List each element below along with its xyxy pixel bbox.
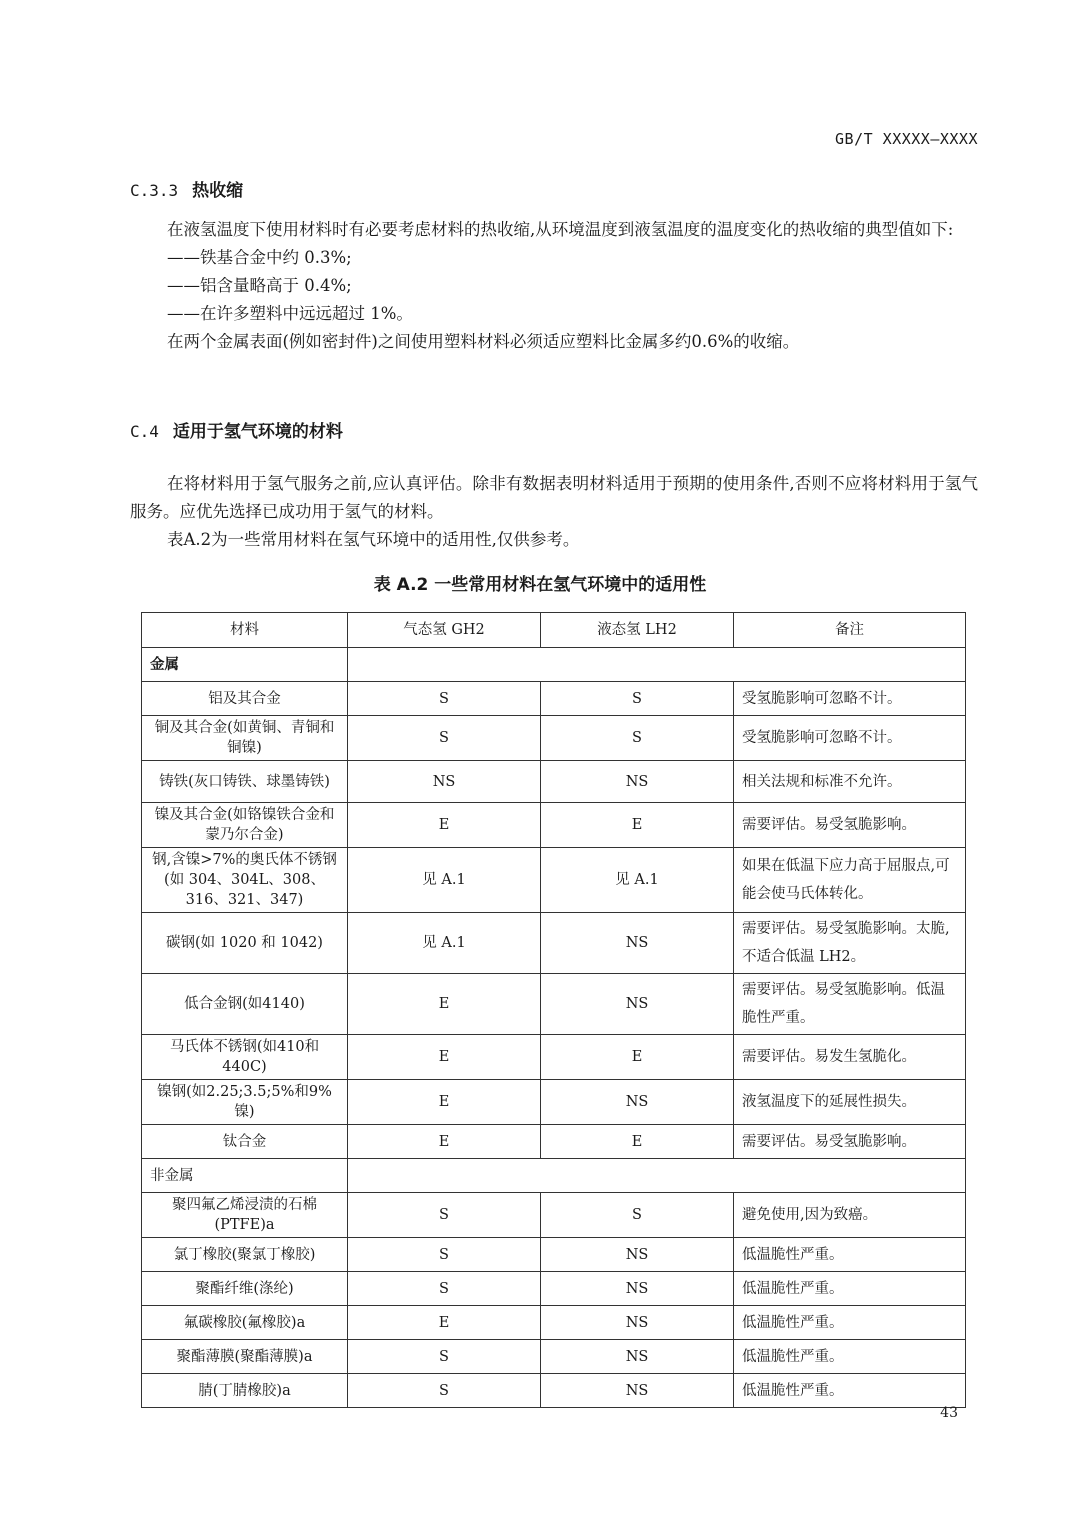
table-row <box>142 1306 966 1340</box>
material-cell: 钛合金 <box>142 1125 348 1159</box>
material-cell: 氟碳橡胶(氟橡胶)a <box>142 1306 348 1340</box>
lh2-cell: NS <box>541 761 734 803</box>
paragraph: 在将材料用于氢气服务之前,应认真评估。除非有数据表明材料适用于预期的使用条件,否则不应将材料用于氢气服务。应优先选择已成功用于氢气的材料。 <box>130 474 978 521</box>
note-cell: 液氢温度下的延展性损失。 <box>734 1080 966 1125</box>
material-cell: 碳钢(如 1020 和 1042) <box>142 913 348 974</box>
note-cell: 需要评估。易受氢脆影响。太脆,不适合低温 LH2。 <box>734 913 966 974</box>
table-header-row <box>142 613 966 648</box>
materials-table <box>141 612 966 1408</box>
note-cell: 如果在低温下应力高于屈服点,可能会使马氏体转化。 <box>734 848 966 913</box>
gh2-cell: 见 A.1 <box>348 913 541 974</box>
material-cell: 钢,含镍>7%的奥氏体不锈钢(如 304、304L、308、316、321、347) <box>142 848 348 913</box>
note-cell: 需要评估。易受氢脆影响。 <box>734 1125 966 1159</box>
material-cell: 腈(丁腈橡胶)a <box>142 1374 348 1408</box>
gh2-cell: S <box>348 682 541 716</box>
gh2-cell: 见 A.1 <box>348 848 541 913</box>
material-cell: 铸铁(灰口铸铁、球墨铸铁) <box>142 761 348 803</box>
section-number: C.3.3 <box>130 181 179 200</box>
note-cell: 低温脆性严重。 <box>734 1306 966 1340</box>
gh2-cell: E <box>348 1125 541 1159</box>
section-title: 热收缩 <box>192 181 244 201</box>
table-row <box>142 1193 966 1238</box>
gh2-cell: E <box>348 803 541 848</box>
table-row <box>142 716 966 761</box>
table-caption: 表 A.2 一些常用材料在氢气环境中的适用性 <box>373 575 707 595</box>
paragraph: 表A.2为一些常用材料在氢气环境中的适用性,仅供参考。 <box>167 530 580 549</box>
page-number: 43 <box>940 1405 958 1421</box>
gh2-cell: S <box>348 1340 541 1374</box>
note-cell: 受氢脆影响可忽略不计。 <box>734 682 966 716</box>
section-heading-c33 <box>130 176 243 201</box>
paragraph: 在液氢温度下使用材料时有必要考虑材料的热收缩,从环境温度到液氢温度的温度变化的热收缩的典型值如下: <box>167 220 954 239</box>
gh2-cell: E <box>348 1080 541 1125</box>
lh2-cell: E <box>541 1035 734 1080</box>
table-row <box>142 682 966 716</box>
table-row <box>142 803 966 848</box>
table-row <box>142 1272 966 1306</box>
table-row <box>142 848 966 913</box>
lh2-cell: S <box>541 682 734 716</box>
group-spacer <box>348 1159 966 1193</box>
material-cell: 马氏体不锈钢(如410和440C) <box>142 1035 348 1080</box>
column-header: 备注 <box>734 613 966 648</box>
material-cell: 镍钢(如2.25;3.5;5%和9%镍) <box>142 1080 348 1125</box>
note-cell: 低温脆性严重。 <box>734 1374 966 1408</box>
note-cell: 避免使用,因为致癌。 <box>734 1193 966 1238</box>
section-heading-c4 <box>130 417 343 442</box>
material-cell: 聚酯纤维(涤纶) <box>142 1272 348 1306</box>
document-code: GB/T XXXXX—XXXX <box>835 130 978 148</box>
note-cell: 需要评估。易受氢脆影响。 <box>734 803 966 848</box>
material-cell: 聚酯薄膜(聚酯薄膜)a <box>142 1340 348 1374</box>
column-header: 材料 <box>142 613 348 648</box>
paragraph: 在两个金属表面(例如密封件)之间使用塑料材料必须适应塑料比金属多约0.6%的收缩。 <box>167 332 800 351</box>
section-number: C.4 <box>130 422 159 441</box>
note-cell: 低温脆性严重。 <box>734 1238 966 1272</box>
group-row-metal <box>142 648 966 682</box>
lh2-cell: NS <box>541 974 734 1035</box>
material-cell: 铝及其合金 <box>142 682 348 716</box>
note-cell: 受氢脆影响可忽略不计。 <box>734 716 966 761</box>
lh2-cell: E <box>541 803 734 848</box>
gh2-cell: NS <box>348 761 541 803</box>
gh2-cell: S <box>348 1272 541 1306</box>
column-header: 液态氢 LH2 <box>541 613 734 648</box>
table-row <box>142 1340 966 1374</box>
table-row <box>142 1035 966 1080</box>
material-cell: 铜及其合金(如黄铜、青铜和铜镍) <box>142 716 348 761</box>
lh2-cell: E <box>541 1125 734 1159</box>
table-row <box>142 1080 966 1125</box>
gh2-cell: S <box>348 716 541 761</box>
note-cell: 相关法规和标准不允许。 <box>734 761 966 803</box>
lh2-cell: NS <box>541 1080 734 1125</box>
table-row <box>142 974 966 1035</box>
lh2-cell: NS <box>541 1272 734 1306</box>
lh2-cell: NS <box>541 913 734 974</box>
table-row <box>142 913 966 974</box>
group-spacer <box>348 648 966 682</box>
gh2-cell: S <box>348 1193 541 1238</box>
lh2-cell: NS <box>541 1238 734 1272</box>
material-cell: 镍及其合金(如铬镍铁合金和蒙乃尔合金) <box>142 803 348 848</box>
table-row <box>142 761 966 803</box>
list-item: ——在许多塑料中远远超过 1%。 <box>167 304 413 323</box>
lh2-cell: NS <box>541 1374 734 1408</box>
table-row <box>142 1374 966 1408</box>
gh2-cell: S <box>348 1238 541 1272</box>
table-row <box>142 1238 966 1272</box>
section-title: 适用于氢气环境的材料 <box>172 422 343 442</box>
list-item: ——铝含量略高于 0.4%; <box>167 276 352 295</box>
group-label: 非金属 <box>142 1159 348 1193</box>
section-c4-body <box>130 470 978 554</box>
material-cell: 氯丁橡胶(聚氯丁橡胶) <box>142 1238 348 1272</box>
note-cell: 需要评估。易受氢脆影响。低温脆性严重。 <box>734 974 966 1035</box>
note-cell: 需要评估。易发生氢脆化。 <box>734 1035 966 1080</box>
material-cell: 低合金钢(如4140) <box>142 974 348 1035</box>
lh2-cell: NS <box>541 1340 734 1374</box>
lh2-cell: NS <box>541 1306 734 1340</box>
group-row-nonmetal <box>142 1159 966 1193</box>
table-body <box>142 648 966 1408</box>
note-cell: 低温脆性严重。 <box>734 1340 966 1374</box>
gh2-cell: E <box>348 1306 541 1340</box>
lh2-cell: 见 A.1 <box>541 848 734 913</box>
list-item: ——铁基合金中约 0.3%; <box>167 248 352 267</box>
table-row <box>142 1125 966 1159</box>
gh2-cell: E <box>348 974 541 1035</box>
gh2-cell: E <box>348 1035 541 1080</box>
note-cell: 低温脆性严重。 <box>734 1272 966 1306</box>
lh2-cell: S <box>541 1193 734 1238</box>
column-header: 气态氢 GH2 <box>348 613 541 648</box>
section-c33-body <box>130 216 978 356</box>
material-cell: 聚四氟乙烯浸渍的石棉(PTFE)a <box>142 1193 348 1238</box>
gh2-cell: S <box>348 1374 541 1408</box>
lh2-cell: S <box>541 716 734 761</box>
group-label: 金属 <box>142 648 348 682</box>
